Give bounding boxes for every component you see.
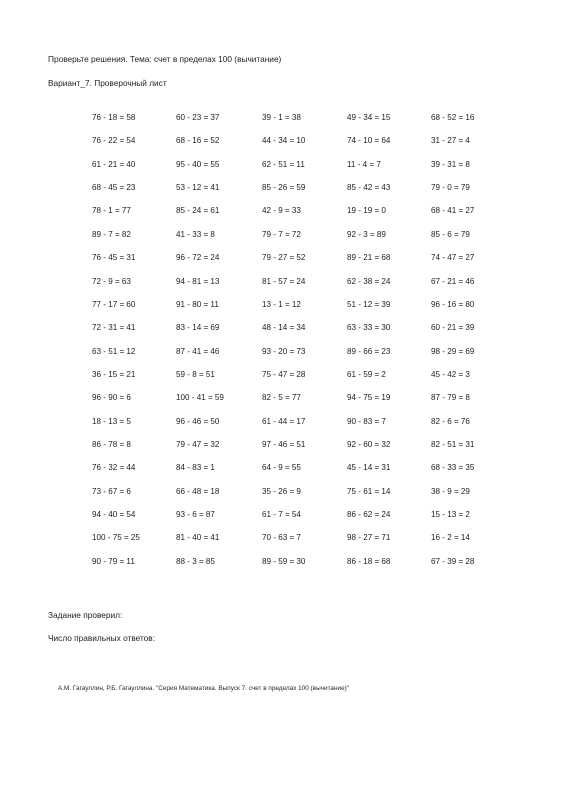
problem-cell: 96 - 16 = 80 <box>431 299 475 309</box>
problem-cell: 98 - 29 = 69 <box>431 346 475 356</box>
problem-cell: 94 - 81 = 13 <box>176 276 220 286</box>
problem-cell: 42 - 9 = 33 <box>262 206 301 216</box>
problem-cell: 89 - 66 = 23 <box>347 346 391 356</box>
problem-cell: 94 - 40 = 54 <box>92 510 136 520</box>
problem-cell: 68 - 45 = 23 <box>92 183 136 193</box>
problem-cell: 72 - 31 = 41 <box>92 323 136 333</box>
problem-cell: 76 - 32 = 44 <box>92 463 136 473</box>
correct-count-label: Число правильных ответов: <box>48 633 156 643</box>
problem-cell: 59 - 8 = 51 <box>176 369 215 379</box>
problem-cell: 91 - 80 = 11 <box>176 299 219 309</box>
problem-cell: 35 - 26 = 9 <box>262 486 301 496</box>
page-title: Проверьте решения. Тема: счет в пределах 100 (вычитание) <box>48 54 282 64</box>
checked-by-label: Задание проверил: <box>48 610 123 620</box>
problem-cell: 75 - 61 = 14 <box>347 486 391 496</box>
problem-cell: 93 - 20 = 73 <box>262 346 306 356</box>
problem-cell: 39 - 1 = 38 <box>262 113 301 122</box>
problem-cell: 82 - 6 = 76 <box>431 416 470 426</box>
problems-grid <box>92 113 532 580</box>
problem-cell: 88 - 3 = 85 <box>176 556 215 566</box>
problem-cell: 76 - 45 = 31 <box>92 253 136 263</box>
problem-cell: 61 - 21 = 40 <box>92 159 136 169</box>
problem-cell: 87 - 79 = 8 <box>431 393 470 403</box>
problem-cell: 92 - 3 = 89 <box>347 229 386 239</box>
problem-cell: 63 - 33 = 30 <box>347 323 391 333</box>
problem-cell: 87 - 41 = 46 <box>176 346 220 356</box>
problem-cell: 31 - 27 = 4 <box>431 136 470 146</box>
problem-cell: 64 - 9 = 55 <box>262 463 301 473</box>
problem-cell: 77 - 17 = 60 <box>92 299 136 309</box>
problem-cell: 60 - 21 = 39 <box>431 323 475 333</box>
problem-cell: 73 - 67 = 6 <box>92 486 131 496</box>
problem-cell: 95 - 40 = 55 <box>176 159 220 169</box>
problem-cell: 81 - 40 = 41 <box>176 533 220 543</box>
problem-cell: 13 - 1 = 12 <box>262 299 301 309</box>
problem-cell: 18 - 13 = 5 <box>92 416 131 426</box>
problem-cell: 85 - 26 = 59 <box>262 183 306 193</box>
problem-cell: 15 - 13 = 2 <box>431 510 470 520</box>
problem-cell: 70 - 63 = 7 <box>262 533 301 543</box>
problem-cell: 83 - 14 = 69 <box>176 323 220 333</box>
problem-cell: 45 - 14 = 31 <box>347 463 391 473</box>
problem-cell: 90 - 83 = 7 <box>347 416 386 426</box>
problem-cell: 61 - 59 = 2 <box>347 369 386 379</box>
problem-cell: 96 - 90 = 6 <box>92 393 131 403</box>
problem-cell: 97 - 46 = 51 <box>262 440 306 450</box>
problem-cell: 79 - 7 = 72 <box>262 229 301 239</box>
problem-cell: 68 - 16 = 52 <box>176 136 220 146</box>
problem-cell: 100 - 75 = 25 <box>92 533 140 543</box>
problem-cell: 84 - 83 = 1 <box>176 463 215 473</box>
problem-cell: 86 - 18 = 68 <box>347 556 391 566</box>
problem-cell: 62 - 51 = 11 <box>262 159 305 169</box>
problem-cell: 62 - 38 = 24 <box>347 276 391 286</box>
problem-cell: 86 - 62 = 24 <box>347 510 391 520</box>
problem-cell: 92 - 60 = 32 <box>347 440 391 450</box>
problem-cell: 36 - 15 = 21 <box>92 369 136 379</box>
problem-cell: 98 - 27 = 71 <box>347 533 391 543</box>
problem-cell: 90 - 79 = 11 <box>92 556 135 566</box>
problem-cell: 85 - 24 = 61 <box>176 206 220 216</box>
problem-cell: 82 - 5 = 77 <box>262 393 301 403</box>
problem-cell: 86 - 78 = 8 <box>92 440 131 450</box>
problem-cell: 89 - 59 = 30 <box>262 556 306 566</box>
problem-cell: 93 - 6 = 87 <box>176 510 215 520</box>
problem-cell: 51 - 12 = 39 <box>347 299 391 309</box>
problem-cell: 85 - 6 = 79 <box>431 229 470 239</box>
problem-cell: 61 - 7 = 54 <box>262 510 301 520</box>
problem-cell: 11 - 4 = 7 <box>347 159 381 169</box>
problem-cell: 38 - 9 = 29 <box>431 486 470 496</box>
problem-cell: 72 - 9 = 63 <box>92 276 131 286</box>
problem-cell: 68 - 41 = 27 <box>431 206 475 216</box>
problem-cell: 41 - 33 = 8 <box>176 229 215 239</box>
problem-cell: 96 - 46 = 50 <box>176 416 220 426</box>
problem-cell: 39 - 31 = 8 <box>431 159 470 169</box>
problem-cell: 76 - 18 = 58 <box>92 113 136 122</box>
problem-cell: 75 - 47 = 28 <box>262 369 306 379</box>
problem-cell: 19 - 19 = 0 <box>347 206 386 216</box>
problem-cell: 74 - 10 = 64 <box>347 136 391 146</box>
problem-cell: 66 - 48 = 18 <box>176 486 220 496</box>
problem-cell: 76 - 22 = 54 <box>92 136 136 146</box>
problem-cell: 79 - 27 = 52 <box>262 253 306 263</box>
variant-label: Вариант_7. Проверочный лист <box>48 78 167 88</box>
problem-cell: 78 - 1 = 77 <box>92 206 131 216</box>
problem-cell: 44 - 34 = 10 <box>262 136 306 146</box>
problem-cell: 79 - 47 = 32 <box>176 440 220 450</box>
problem-cell: 45 - 42 = 3 <box>431 369 470 379</box>
problem-cell: 96 - 72 = 24 <box>176 253 220 263</box>
problem-cell: 74 - 47 = 27 <box>431 253 475 263</box>
problem-cell: 79 - 0 = 79 <box>431 183 470 193</box>
problem-cell: 53 - 12 = 41 <box>176 183 220 193</box>
problem-cell: 85 - 42 = 43 <box>347 183 391 193</box>
problem-cell: 61 - 44 = 17 <box>262 416 306 426</box>
problem-cell: 49 - 34 = 15 <box>347 113 391 122</box>
problem-cell: 16 - 2 = 14 <box>431 533 470 543</box>
problem-cell: 89 - 7 = 82 <box>92 229 131 239</box>
problem-cell: 68 - 52 = 16 <box>431 113 475 122</box>
problem-cell: 94 - 75 = 19 <box>347 393 391 403</box>
problem-cell: 68 - 33 = 35 <box>431 463 475 473</box>
problem-cell: 60 - 23 = 37 <box>176 113 220 122</box>
problem-cell: 67 - 39 = 28 <box>431 556 475 566</box>
problem-cell: 82 - 51 = 31 <box>431 440 475 450</box>
problem-cell: 67 - 21 = 46 <box>431 276 475 286</box>
credits-line: А.М. Гагауллин, Р.Б. Гагауллина. "Серия Математика. Выпуск 7. счет в пределах 100 (вычитание)" <box>58 685 350 692</box>
problem-cell: 48 - 14 = 34 <box>262 323 306 333</box>
problem-cell: 81 - 57 = 24 <box>262 276 306 286</box>
problem-cell: 89 - 21 = 68 <box>347 253 391 263</box>
problem-cell: 100 - 41 = 59 <box>176 393 224 403</box>
problem-cell: 63 - 51 = 12 <box>92 346 136 356</box>
